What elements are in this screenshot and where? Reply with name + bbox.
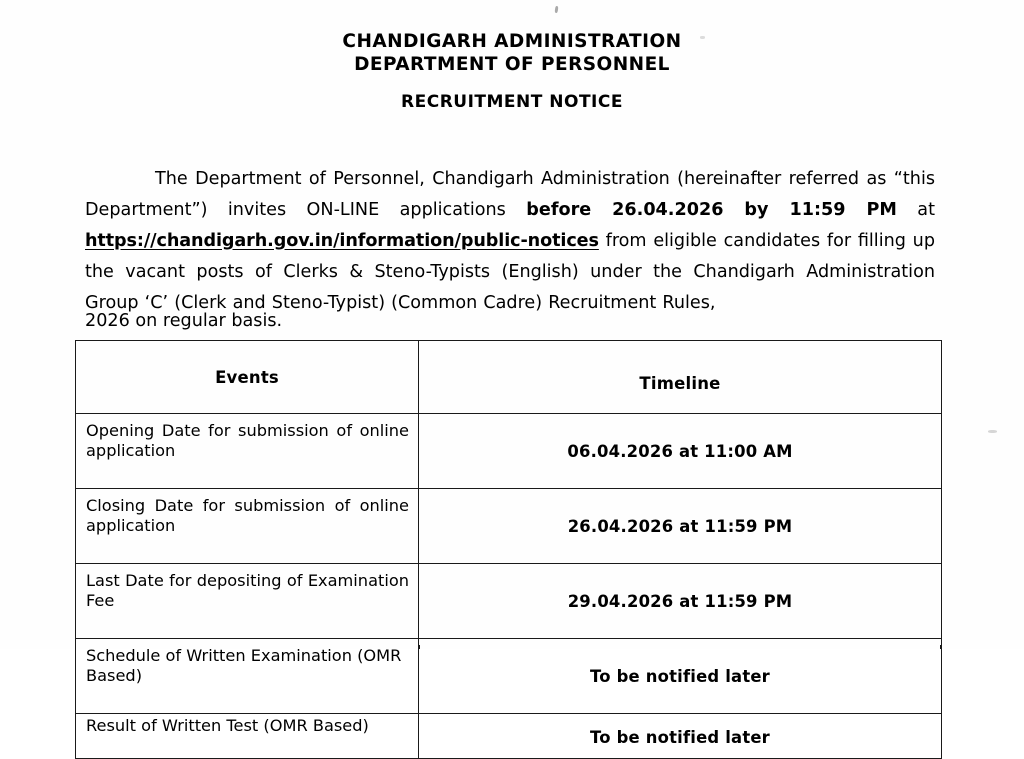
- scan-speck-icon: [988, 430, 997, 433]
- event-name-cell: Result of Written Test (OMR Based): [76, 714, 419, 759]
- intro-text-part-1: The Department of Personnel, Chandigarh Administration (hereinafter referred as “this Department”) invites ON-LINE applications: [85, 168, 935, 220]
- scan-speck-icon: [555, 6, 559, 13]
- recruitment-timeline-table: [75, 340, 942, 759]
- intro-text-part-2: at: [896, 199, 935, 220]
- event-timeline-cell: To be notified later: [419, 714, 942, 759]
- document-header: [0, 30, 1024, 76]
- table-row: [76, 564, 942, 639]
- event-timeline-cell: 26.04.2026 at 11:59 PM: [419, 489, 942, 564]
- table-row: [76, 639, 942, 714]
- event-name-cell: Last Date for depositing of Examination Fee: [76, 564, 419, 639]
- application-deadline-bold: before 26.04.2026 by 11:59 PM: [526, 199, 897, 220]
- intro-text-part-3: from eligible candidates for filling up the vacant posts of Clerks & Steno-Typists (English) under the Chandigarh Administration Group ‘C’ (Clerk and Steno-Typist) (Common Cadre) Recruitment Rules,: [85, 230, 935, 313]
- table-next-row-partial: [75, 645, 941, 649]
- table-body: [76, 414, 942, 759]
- table-header-row: [76, 341, 942, 414]
- event-name-cell: Closing Date for submission of online application: [76, 489, 419, 564]
- intro-last-line: 2026 on regular basis.: [85, 311, 283, 331]
- column-header-timeline: Timeline: [419, 341, 942, 414]
- event-name-cell: Opening Date for submission of online application: [76, 414, 419, 489]
- event-timeline-cell: 06.04.2026 at 11:00 AM: [419, 414, 942, 489]
- organisation-line-2: DEPARTMENT OF PERSONNEL: [354, 54, 670, 75]
- table-row: [76, 714, 942, 759]
- column-header-events: Events: [76, 341, 419, 414]
- event-timeline-cell: 29.04.2026 at 11:59 PM: [419, 564, 942, 639]
- table-row: [76, 489, 942, 564]
- intro-paragraph: [85, 164, 935, 319]
- organisation-line-1: CHANDIGARH ADMINISTRATION: [342, 31, 682, 52]
- event-timeline-cell: To be notified later: [419, 639, 942, 714]
- table-header: [76, 341, 942, 414]
- notice-url-link[interactable]: https://chandigarh.gov.in/information/public-notices: [85, 230, 599, 251]
- event-name-cell: Schedule of Written Examination (OMR Based): [76, 639, 419, 714]
- table-next-row-divider: [418, 645, 420, 649]
- table-row: [76, 414, 942, 489]
- page-title: RECRUITMENT NOTICE: [401, 92, 623, 112]
